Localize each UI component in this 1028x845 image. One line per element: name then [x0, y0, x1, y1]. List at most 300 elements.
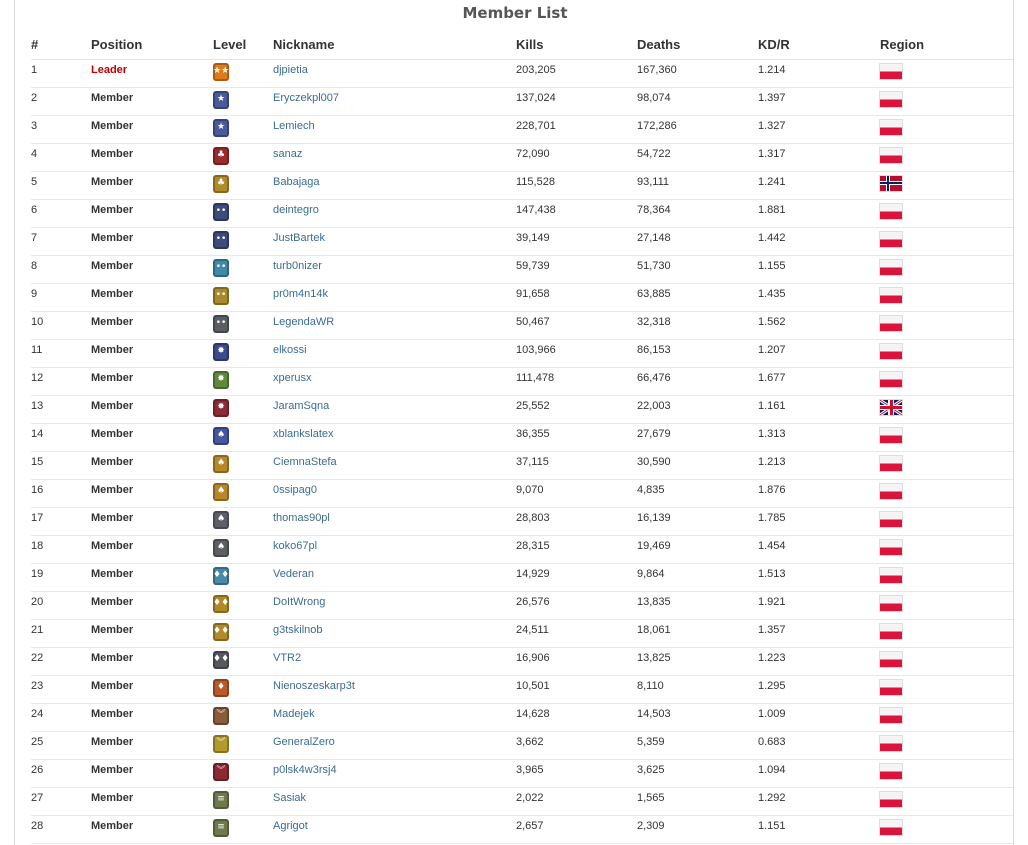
member-deaths: 51,730: [637, 255, 758, 283]
member-kills: 16,906: [516, 647, 637, 675]
rank-flame-gold-icon: [213, 455, 229, 473]
member-deaths: 2,309: [637, 815, 758, 843]
member-region: [880, 563, 1014, 591]
rank-bars-olive-icon: [213, 819, 229, 837]
poland-flag-icon: [880, 484, 902, 499]
member-position: Member: [91, 339, 213, 367]
poland-flag-icon: [880, 568, 902, 583]
member-kdr: 1.677: [758, 367, 880, 395]
poland-flag-icon: [880, 64, 902, 79]
member-deaths: 54,722: [637, 143, 758, 171]
member-kills: 25,552: [516, 395, 637, 423]
table-row: [31, 59, 1014, 87]
member-position: Member: [91, 731, 213, 759]
member-nickname-link[interactable]: koko67pl: [273, 535, 516, 563]
member-kdr: 1.009: [758, 703, 880, 731]
rank-glyph: ♠: [216, 485, 226, 496]
row-number: 18: [31, 535, 91, 563]
member-region: [880, 311, 1014, 339]
poland-flag-icon: [880, 820, 902, 835]
member-position: Member: [91, 115, 213, 143]
member-level: [213, 115, 273, 143]
member-deaths: 32,318: [637, 311, 758, 339]
member-kdr: 1.327: [758, 115, 880, 143]
member-kills: 39,149: [516, 227, 637, 255]
rank-cluster-gold-icon: [213, 175, 229, 193]
member-kdr: 1.223: [758, 647, 880, 675]
member-level: [213, 395, 273, 423]
member-region: [880, 227, 1014, 255]
member-region: [880, 759, 1014, 787]
table-row: [31, 787, 1014, 815]
member-position: Member: [91, 311, 213, 339]
member-level: [213, 451, 273, 479]
member-deaths: 16,139: [637, 507, 758, 535]
rank-double-dot-navy-icon: [213, 203, 229, 221]
rank-glyph: ★: [216, 93, 226, 104]
rank-diamonds-gold-icon: [213, 595, 229, 613]
member-deaths: 1,565: [637, 787, 758, 815]
member-position: Member: [91, 675, 213, 703]
table-row: [31, 591, 1014, 619]
member-kdr: 1.094: [758, 759, 880, 787]
row-number: 6: [31, 199, 91, 227]
member-region: [880, 591, 1014, 619]
member-nickname-link[interactable]: sanaz: [273, 143, 516, 171]
member-nickname-link[interactable]: thomas90pl: [273, 507, 516, 535]
member-nickname-link[interactable]: Nienoszeskarp3t: [273, 675, 516, 703]
row-number: 4: [31, 143, 91, 171]
member-nickname-link[interactable]: g3tskilnob: [273, 619, 516, 647]
member-deaths: 172,286: [637, 115, 758, 143]
member-position: Member: [91, 171, 213, 199]
member-region: [880, 703, 1014, 731]
member-nickname-link[interactable]: Agrigot: [273, 815, 516, 843]
row-number: 26: [31, 759, 91, 787]
member-deaths: 13,835: [637, 591, 758, 619]
member-kills: 50,467: [516, 311, 637, 339]
uk-flag-icon: [880, 400, 902, 415]
table-row: [31, 311, 1014, 339]
member-level: [213, 535, 273, 563]
member-level: [213, 787, 273, 815]
member-kdr: 1.151: [758, 815, 880, 843]
rank-flame-gray-icon: [213, 511, 229, 529]
rank-burst-navy-icon: [213, 343, 229, 361]
member-region: [880, 367, 1014, 395]
member-level: [213, 311, 273, 339]
member-level: [213, 703, 273, 731]
table-row: [31, 395, 1014, 423]
rank-glyph: ♠: [216, 457, 226, 468]
member-region: [880, 423, 1014, 451]
col-header-position: Position: [91, 31, 213, 59]
member-region: [880, 143, 1014, 171]
member-kills: 37,115: [516, 451, 637, 479]
member-level: [213, 815, 273, 843]
member-deaths: 167,360: [637, 59, 758, 87]
member-deaths: 8,110: [637, 675, 758, 703]
member-deaths: 4,835: [637, 479, 758, 507]
table-row: [31, 815, 1014, 843]
rank-glyph: ≡: [217, 793, 225, 804]
poland-flag-icon: [880, 792, 902, 807]
member-region: [880, 255, 1014, 283]
member-position: Member: [91, 703, 213, 731]
member-nickname-link[interactable]: LegendaWR: [273, 311, 516, 339]
member-position: Member: [91, 591, 213, 619]
member-nickname-link[interactable]: pr0m4n14k: [273, 283, 516, 311]
member-region: [880, 675, 1014, 703]
poland-flag-icon: [880, 512, 902, 527]
member-region: [880, 115, 1014, 143]
rank-diamonds-gold-icon: [213, 623, 229, 641]
table-row: [31, 87, 1014, 115]
row-number: 16: [31, 479, 91, 507]
table-row: [31, 759, 1014, 787]
member-nickname-link[interactable]: p0lsk4w3rsj4: [273, 759, 516, 787]
member-kdr: 1.295: [758, 675, 880, 703]
rank-chevron-gold-icon: [213, 735, 229, 753]
member-deaths: 18,061: [637, 619, 758, 647]
table-row: [31, 451, 1014, 479]
member-nickname-link[interactable]: deintegro: [273, 199, 516, 227]
row-number: 15: [31, 451, 91, 479]
table-row: [31, 339, 1014, 367]
rank-glyph: ♠: [216, 541, 226, 552]
poland-flag-icon: [880, 428, 902, 443]
row-number: 23: [31, 675, 91, 703]
member-deaths: 30,590: [637, 451, 758, 479]
member-kdr: 1.292: [758, 787, 880, 815]
rank-burst-red-icon: [213, 399, 229, 417]
row-number: 13: [31, 395, 91, 423]
poland-flag-icon: [880, 344, 902, 359]
member-region: [880, 87, 1014, 115]
table-row: [31, 675, 1014, 703]
row-number: 14: [31, 423, 91, 451]
row-number: 17: [31, 507, 91, 535]
col-header-deaths: Deaths: [637, 31, 758, 59]
poland-flag-icon: [880, 680, 902, 695]
member-rows: [31, 59, 1014, 843]
member-deaths: 86,153: [637, 339, 758, 367]
rank-double-dot-gold-icon: [213, 287, 229, 305]
poland-flag-icon: [880, 204, 902, 219]
row-number: 28: [31, 815, 91, 843]
rank-double-dot-navy-icon: [213, 231, 229, 249]
row-number: 2: [31, 87, 91, 115]
member-kdr: 1.785: [758, 507, 880, 535]
member-kills: 111,478: [516, 367, 637, 395]
rank-diamonds-gray-icon: [213, 651, 229, 669]
poland-flag-icon: [880, 316, 902, 331]
member-position: Member: [91, 143, 213, 171]
member-level: [213, 171, 273, 199]
member-kdr: 1.442: [758, 227, 880, 255]
table-row: [31, 535, 1014, 563]
member-nickname-link[interactable]: GeneralZero: [273, 731, 516, 759]
rank-glyph: ✸: [217, 373, 225, 384]
rank-flame-blue-icon: [213, 427, 229, 445]
rank-glyph: ★: [216, 121, 226, 132]
member-level: [213, 759, 273, 787]
member-kdr: 1.313: [758, 423, 880, 451]
table-row: [31, 367, 1014, 395]
rank-glyph: ••: [215, 261, 227, 272]
rank-star-blue-gold-icon: [213, 91, 229, 109]
poland-flag-icon: [880, 288, 902, 303]
row-number: 1: [31, 59, 91, 87]
rank-glyph: ♦♦: [213, 625, 230, 636]
row-number: 27: [31, 787, 91, 815]
member-deaths: 93,111: [637, 171, 758, 199]
member-region: [880, 647, 1014, 675]
member-kdr: 1.207: [758, 339, 880, 367]
member-kdr: 1.397: [758, 87, 880, 115]
member-kills: 137,024: [516, 87, 637, 115]
member-region: [880, 619, 1014, 647]
col-header-region: Region: [880, 31, 1014, 59]
rank-chevron-brown-icon: [213, 707, 229, 725]
poland-flag-icon: [880, 148, 902, 163]
col-header-number: #: [31, 31, 91, 59]
member-region: [880, 199, 1014, 227]
rank-double-dot-gray-icon: [213, 315, 229, 333]
member-position: Member: [91, 619, 213, 647]
table-row: [31, 115, 1014, 143]
member-region: [880, 59, 1014, 87]
row-number: 19: [31, 563, 91, 591]
rank-double-dot-teal-icon: [213, 259, 229, 277]
col-header-kdr: KD/R: [758, 31, 880, 59]
row-number: 10: [31, 311, 91, 339]
member-list-panel: [14, 0, 1014, 845]
member-level: [213, 423, 273, 451]
member-region: [880, 283, 1014, 311]
member-region: [880, 787, 1014, 815]
member-nickname-link[interactable]: Babajaga: [273, 171, 516, 199]
member-kills: 24,511: [516, 619, 637, 647]
row-number: 8: [31, 255, 91, 283]
member-kills: 72,090: [516, 143, 637, 171]
row-number: 3: [31, 115, 91, 143]
table-row: [31, 283, 1014, 311]
poland-flag-icon: [880, 372, 902, 387]
member-kdr: 1.214: [758, 59, 880, 87]
table-row: [31, 143, 1014, 171]
rank-glyph: ♦♦: [213, 569, 230, 580]
rank-diamond-orange-icon: [213, 679, 229, 697]
member-level: [213, 647, 273, 675]
member-kdr: 1.562: [758, 311, 880, 339]
member-nickname-link[interactable]: turb0nizer: [273, 255, 516, 283]
member-position: Member: [91, 507, 213, 535]
member-kdr: 1.357: [758, 619, 880, 647]
rank-glyph: ♦♦: [213, 597, 230, 608]
member-nickname-link[interactable]: Sasiak: [273, 787, 516, 815]
member-level: [213, 227, 273, 255]
rank-burst-green-icon: [213, 371, 229, 389]
member-region: [880, 395, 1014, 423]
row-number: 11: [31, 339, 91, 367]
member-nickname-link[interactable]: JaramSqna: [273, 395, 516, 423]
member-kdr: 1.881: [758, 199, 880, 227]
member-kdr: 1.213: [758, 451, 880, 479]
member-nickname-link[interactable]: Lemiech: [273, 115, 516, 143]
member-deaths: 5,359: [637, 731, 758, 759]
rank-glyph: ✸: [217, 345, 225, 356]
rank-glyph: ︾: [216, 709, 226, 720]
rank-glyph: ︾: [216, 765, 226, 776]
poland-flag-icon: [880, 624, 902, 639]
rank-glyph: ♦♦: [213, 653, 230, 664]
rank-star-blue-gold-icon: [213, 119, 229, 137]
member-kdr: 1.155: [758, 255, 880, 283]
member-level: [213, 591, 273, 619]
rank-glyph: ♣: [216, 149, 226, 160]
member-kdr: 1.454: [758, 535, 880, 563]
member-level: [213, 59, 273, 87]
member-position: Member: [91, 535, 213, 563]
member-region: [880, 731, 1014, 759]
member-kills: 228,701: [516, 115, 637, 143]
table-row: [31, 423, 1014, 451]
member-deaths: 27,148: [637, 227, 758, 255]
row-number: 24: [31, 703, 91, 731]
member-kills: 36,355: [516, 423, 637, 451]
rank-glyph: ✸: [217, 401, 225, 412]
member-kills: 115,528: [516, 171, 637, 199]
row-number: 21: [31, 619, 91, 647]
col-header-kills: Kills: [516, 31, 637, 59]
member-kdr: 1.161: [758, 395, 880, 423]
page-title: Member List: [462, 4, 568, 22]
poland-flag-icon: [880, 120, 902, 135]
poland-flag-icon: [880, 540, 902, 555]
member-kills: 9,070: [516, 479, 637, 507]
row-number: 5: [31, 171, 91, 199]
member-nickname-link[interactable]: xperusx: [273, 367, 516, 395]
member-deaths: 66,476: [637, 367, 758, 395]
rank-chevron-red-icon: [213, 763, 229, 781]
member-kills: 203,205: [516, 59, 637, 87]
member-nickname-link[interactable]: Eryczekpl007: [273, 87, 516, 115]
member-deaths: 22,003: [637, 395, 758, 423]
member-kdr: 1.513: [758, 563, 880, 591]
row-number: 7: [31, 227, 91, 255]
member-deaths: 27,679: [637, 423, 758, 451]
rank-glyph: ︾: [216, 737, 226, 748]
member-position: Member: [91, 367, 213, 395]
table-row: [31, 479, 1014, 507]
member-level: [213, 619, 273, 647]
member-nickname-link[interactable]: CiemnaStefa: [273, 451, 516, 479]
member-kills: 59,739: [516, 255, 637, 283]
member-region: [880, 451, 1014, 479]
member-region: [880, 535, 1014, 563]
member-kills: 10,501: [516, 675, 637, 703]
member-kills: 14,929: [516, 563, 637, 591]
member-nickname-link[interactable]: djpietia: [273, 59, 516, 87]
rank-glyph: ••: [215, 205, 227, 216]
member-level: [213, 339, 273, 367]
member-nickname-link[interactable]: DoItWrong: [273, 591, 516, 619]
member-level: [213, 731, 273, 759]
poland-flag-icon: [880, 260, 902, 275]
member-nickname-link[interactable]: Madejek: [273, 703, 516, 731]
rank-glyph: ★★: [213, 65, 230, 76]
poland-flag-icon: [880, 708, 902, 723]
member-nickname-link[interactable]: elkossi: [273, 339, 516, 367]
table-header-row: [31, 31, 1014, 59]
member-level: [213, 87, 273, 115]
member-deaths: 78,364: [637, 199, 758, 227]
member-level: [213, 479, 273, 507]
member-position: Member: [91, 395, 213, 423]
member-position: Member: [91, 563, 213, 591]
member-level: [213, 507, 273, 535]
rank-flame-gray-icon: [213, 539, 229, 557]
table-row: [31, 619, 1014, 647]
member-deaths: 19,469: [637, 535, 758, 563]
member-deaths: 13,825: [637, 647, 758, 675]
member-position: Member: [91, 759, 213, 787]
rank-cluster-red-icon: [213, 147, 229, 165]
member-position: Member: [91, 815, 213, 843]
member-nickname-link[interactable]: xblankslatex: [273, 423, 516, 451]
member-level: [213, 255, 273, 283]
member-kills: 91,658: [516, 283, 637, 311]
table-row: [31, 255, 1014, 283]
rank-glyph: ••: [215, 233, 227, 244]
table-row: [31, 227, 1014, 255]
poland-flag-icon: [880, 736, 902, 751]
member-nickname-link[interactable]: VTR2: [273, 647, 516, 675]
rank-glyph: ••: [215, 289, 227, 300]
member-nickname-link[interactable]: 0ssipag0: [273, 479, 516, 507]
member-kdr: 1.876: [758, 479, 880, 507]
rank-glyph: ♦: [216, 681, 226, 692]
member-kills: 103,966: [516, 339, 637, 367]
col-header-level: Level: [213, 31, 273, 59]
row-number: 9: [31, 283, 91, 311]
table-row: [31, 563, 1014, 591]
member-kills: 2,657: [516, 815, 637, 843]
rank-flame-gold-icon: [213, 483, 229, 501]
member-nickname-link[interactable]: JustBartek: [273, 227, 516, 255]
member-position: Member: [91, 255, 213, 283]
member-kills: 3,965: [516, 759, 637, 787]
member-table: [31, 31, 1014, 844]
member-kills: 147,438: [516, 199, 637, 227]
member-kdr: 0.683: [758, 731, 880, 759]
table-row: [31, 507, 1014, 535]
table-row: [31, 647, 1014, 675]
row-number: 25: [31, 731, 91, 759]
poland-flag-icon: [880, 232, 902, 247]
member-level: [213, 563, 273, 591]
member-nickname-link[interactable]: Vederan: [273, 563, 516, 591]
member-position: Leader: [91, 59, 213, 87]
member-position: Member: [91, 423, 213, 451]
rank-glyph: ♠: [216, 513, 226, 524]
member-position: Member: [91, 87, 213, 115]
rank-glyph: ♣: [216, 177, 226, 188]
poland-flag-icon: [880, 596, 902, 611]
rank-glyph: ••: [215, 317, 227, 328]
rank-diamonds-teal-icon: [213, 567, 229, 585]
